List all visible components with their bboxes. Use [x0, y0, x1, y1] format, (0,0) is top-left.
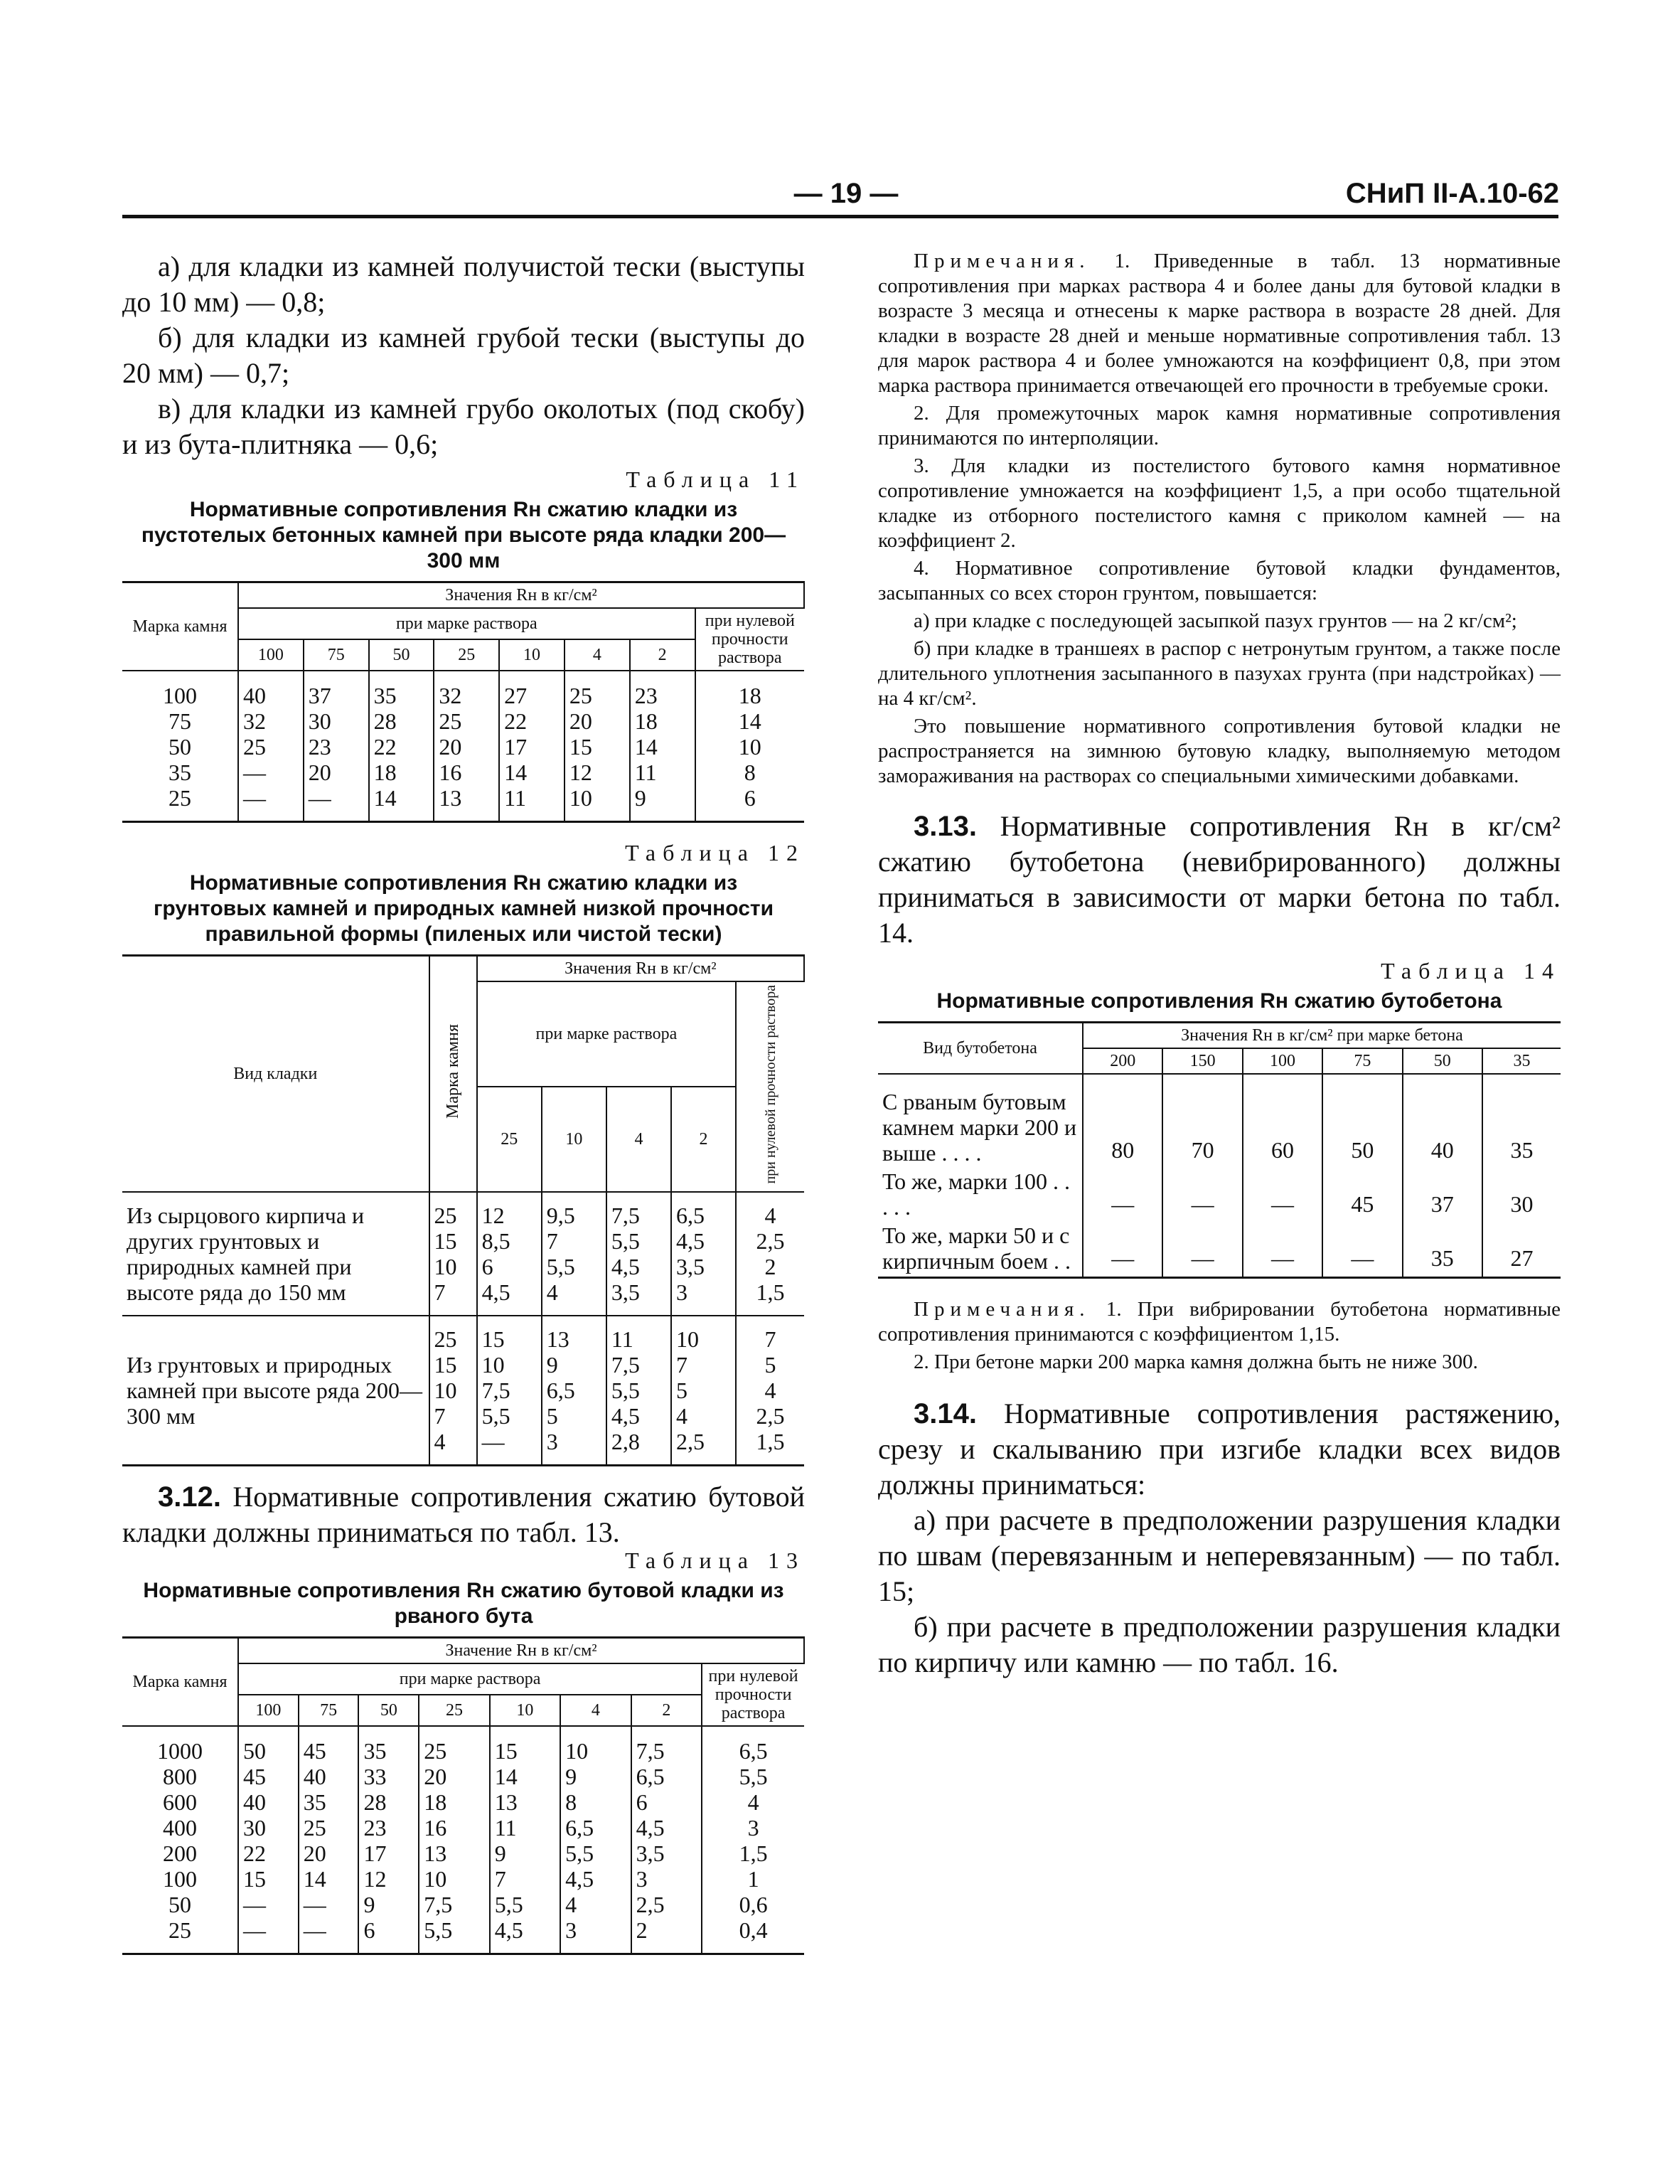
table-row — [122, 1789, 804, 1815]
value-cell: 6,5 — [560, 1815, 631, 1841]
value-cell: 14 — [299, 1866, 359, 1892]
table11-grade: 100 — [238, 639, 304, 671]
value-cell: 4,5 — [631, 1815, 702, 1841]
value-cell: 6 — [631, 1789, 702, 1815]
notes13-4c: Это повышение нормативного сопротивления бутовой кладки не распространяется на зимнюю бутовую кладку, выполняемую методом замораживания на растворах со специальными химическими добавками. — [878, 715, 1561, 787]
table12-cell: 7 5 4 2,5 1,5 — [736, 1316, 804, 1466]
table11-grade: 25 — [434, 639, 499, 671]
table12-cell: 25 15 10 7 — [429, 1192, 477, 1316]
para-3-12 — [122, 1479, 805, 1550]
value-cell: 14 — [490, 1764, 560, 1789]
table-row — [122, 785, 804, 822]
value-cell: 60 — [1243, 1074, 1322, 1168]
value-cell: 3 — [631, 1866, 702, 1892]
table-row — [122, 671, 804, 708]
value-cell: 3 — [702, 1815, 804, 1841]
value-cell: 7,5 — [419, 1892, 489, 1917]
value-cell: 27 — [499, 671, 565, 708]
value-cell: 13 — [434, 785, 499, 822]
right-column — [878, 249, 1561, 1680]
value-cell: — — [1162, 1168, 1242, 1222]
mark-cell: 600 — [163, 1789, 197, 1815]
table14 — [878, 1021, 1561, 1279]
table-row — [122, 1841, 804, 1866]
table-row — [122, 708, 804, 734]
value-cell: 35 — [1403, 1222, 1482, 1278]
para-3-12-text: Нормативные сопротивления сжатию бутовой кладки должны приниматься по табл. 13. — [122, 1480, 805, 1548]
para-3-14-text: Нормативные сопротивления растяжению, срезу и скалыванию при изгибе кладки всех видов должны приниматься: — [878, 1397, 1561, 1501]
value-cell: 4 — [560, 1892, 631, 1917]
table-row — [878, 1222, 1561, 1278]
table12-cell: 10 7 5 4 2,5 — [671, 1316, 736, 1466]
mark-cell: 1000 — [157, 1737, 203, 1764]
table13-header-values: Значение Rн в кг/см² — [238, 1637, 804, 1663]
table14-header-values: Значения Rн в кг/см² при марке бетона — [1083, 1023, 1561, 1049]
table11-header-mark: Марка камня — [122, 582, 238, 671]
value-cell: — — [304, 785, 369, 822]
value-cell: 4 — [702, 1789, 804, 1815]
value-cell: 6 — [695, 785, 804, 822]
table12-group-row — [122, 1316, 804, 1466]
header-rule — [122, 215, 1558, 218]
value-cell: 10 — [560, 1726, 631, 1764]
table13-grade: 2 — [631, 1695, 702, 1726]
value-cell: 1,5 — [702, 1841, 804, 1866]
value-cell: 32 — [434, 671, 499, 708]
table13-grade: 50 — [358, 1695, 419, 1726]
value-cell: 45 — [1322, 1168, 1402, 1222]
table12-grade: 2 — [671, 1087, 736, 1192]
notes13-4: 4. Нормативное сопротивление бутовой кладки фундаментов, засыпанных со всех сторон грунтом, повышается: — [878, 557, 1561, 604]
value-cell: 23 — [358, 1815, 419, 1841]
value-cell: 20 — [419, 1764, 489, 1789]
value-cell: 5,5 — [702, 1764, 804, 1789]
mark-cell: 50 — [168, 734, 191, 760]
kind-cell: То же, марки 50 и с кирпичным боем . . — [882, 1222, 1071, 1274]
value-cell: 15 — [490, 1726, 560, 1764]
table12-cell: 12 8,5 6 4,5 — [477, 1192, 542, 1316]
value-cell: — — [238, 1892, 299, 1917]
value-cell: 80 — [1083, 1074, 1162, 1168]
value-cell: 50 — [238, 1726, 299, 1764]
value-cell: 15 — [565, 734, 630, 760]
value-cell: — — [1083, 1168, 1162, 1222]
table11 — [122, 581, 805, 823]
value-cell: — — [1162, 1222, 1242, 1278]
table11-grade: 10 — [499, 639, 565, 671]
value-cell: — — [238, 785, 304, 822]
value-cell: 0,4 — [702, 1917, 804, 1954]
table11-label: Таблица 11 — [626, 467, 805, 492]
value-cell: 40 — [1403, 1074, 1482, 1168]
value-cell: 20 — [565, 708, 630, 734]
notes13-lead: Примечания. — [914, 250, 1091, 272]
value-cell: 27 — [1482, 1222, 1561, 1278]
value-cell: 22 — [499, 708, 565, 734]
value-cell: — — [238, 1917, 299, 1954]
table-row — [122, 1764, 804, 1789]
mark-cell: 35 — [168, 760, 191, 785]
table12-cell: 7,5 5,5 4,5 3,5 — [606, 1192, 671, 1316]
value-cell: 4,5 — [490, 1917, 560, 1954]
item-c: в) для кладки из камней грубо околотых (под скобу) и из бута-плитняка — 0,6; — [122, 393, 805, 460]
table12-cell: 6,5 4,5 3,5 3 — [671, 1192, 736, 1316]
value-cell: 30 — [304, 708, 369, 734]
table12-header-mark-text: Марка камня — [444, 1024, 463, 1119]
value-cell: 7,5 — [631, 1726, 702, 1764]
value-cell: 4,5 — [560, 1866, 631, 1892]
value-cell: 20 — [304, 760, 369, 785]
table12-kind: Из грунтовых и природных камней при высоте ряда 200—300 мм — [122, 1316, 429, 1466]
value-cell: 11 — [630, 760, 695, 785]
table13-grade: 10 — [490, 1695, 560, 1726]
value-cell: 17 — [499, 734, 565, 760]
value-cell: 2,5 — [631, 1892, 702, 1917]
value-cell: 7 — [490, 1866, 560, 1892]
value-cell: 20 — [434, 734, 499, 760]
value-cell: 17 — [358, 1841, 419, 1866]
value-cell: 9 — [560, 1764, 631, 1789]
left-column — [122, 249, 805, 1955]
document-code: СНиП II-А.10-62 — [1345, 178, 1559, 209]
table14-caption: Нормативные сопротивления Rн сжатию бутобетона — [936, 989, 1502, 1013]
value-cell: 11 — [490, 1815, 560, 1841]
table13-header-zero: при нулевой прочности раствора — [702, 1663, 804, 1726]
notes13-1-text: 1. Приведенные в табл. 13 нормативные сопротивления при марках раствора 4 и более даны для бутовой кладки в возрасте 3 месяца и отнесены к марке раствора в возрасте 28 дней. Для кладки в возрасте 28 дней и меньше нормативные сопротивления табл. 13 для марок раствора 4 и более умножаются на коэффициент 0,8, при этом марка раствора принимается отвечающей его прочности в требуемые сроки. — [878, 250, 1561, 397]
value-cell: 11 — [499, 785, 565, 822]
value-cell: 6,5 — [702, 1726, 804, 1764]
value-cell: 30 — [238, 1815, 299, 1841]
mark-cell: 800 — [163, 1763, 197, 1789]
table14-grade: 75 — [1322, 1048, 1402, 1074]
value-cell: 50 — [1322, 1074, 1402, 1168]
table-row — [122, 734, 804, 760]
value-cell: — — [299, 1917, 359, 1954]
table13-caption: Нормативные сопротивления Rн сжатию бутовой кладки из рваного бута — [143, 1578, 784, 1628]
table14-label: Таблица 14 — [1381, 958, 1561, 984]
table13-header-mark: Марка камня — [122, 1637, 238, 1726]
para-3-14-a: а) при расчете в предположении разрушения кладки по швам (перевязанным и неперевязанным) — по табл. 15; — [878, 1504, 1561, 1607]
notes14-1-text: 1. При вибрировании бутобетона нормативные сопротивления принимаются с коэффициентом 1,15. — [878, 1298, 1561, 1346]
table13-body — [122, 1726, 804, 1954]
mark-cell: 25 — [168, 785, 191, 811]
value-cell: 18 — [419, 1789, 489, 1815]
notes13-3: 3. Для кладки из постелистого бутового камня нормативное сопротивление умножается на коэффициент 1,5, а при особо тщательной кладке из отборного постелистого камня с приколом камней — на коэффициент 2. — [878, 454, 1561, 552]
table12-caption: Нормативные сопротивления Rн сжатию кладки из грунтовых камней и природных камней низкой прочности правильной формы (пиленых или чистой тески) — [153, 871, 774, 946]
mark-cell: 400 — [163, 1814, 197, 1841]
table-row — [122, 1726, 804, 1764]
value-cell: 40 — [238, 671, 304, 708]
value-cell: 5,5 — [490, 1892, 560, 1917]
table11-grade: 4 — [565, 639, 630, 671]
value-cell: 23 — [630, 671, 695, 708]
table12-header-grade: при марке раствора — [477, 981, 736, 1087]
table-row — [122, 760, 804, 785]
value-cell: 25 — [565, 671, 630, 708]
table14-grade: 100 — [1243, 1048, 1322, 1074]
para-3-13 — [878, 809, 1561, 951]
mark-cell: 25 — [168, 1917, 191, 1943]
table13-grade: 100 — [238, 1695, 299, 1726]
table13 — [122, 1636, 805, 1955]
table11-caption: Нормативные сопротивления Rн сжатию кладки из пустотелых бетонных камней при высоте ряда кладки 200—300 мм — [141, 498, 786, 572]
table12-group-row — [122, 1192, 804, 1316]
value-cell: 14 — [369, 785, 434, 822]
table12-cell: 25 15 10 7 4 — [429, 1316, 477, 1466]
table14-grade: 50 — [1403, 1048, 1482, 1074]
table12-cell: 9,5 7 5,5 4 — [542, 1192, 606, 1316]
mark-cell: 50 — [168, 1891, 191, 1917]
table13-grade: 25 — [419, 1695, 489, 1726]
value-cell: 8 — [560, 1789, 631, 1815]
value-cell: 37 — [304, 671, 369, 708]
value-cell: 8 — [695, 760, 804, 785]
value-cell: 12 — [358, 1866, 419, 1892]
table12-kind: Из сырцового кирпича и других грунтовых и природных камней при высоте ряда до 150 мм — [127, 1202, 365, 1305]
value-cell: 16 — [434, 760, 499, 785]
value-cell: 35 — [369, 671, 434, 708]
value-cell: 45 — [299, 1726, 359, 1764]
para-3-14-number: 3.14. — [914, 1398, 977, 1429]
table11-grade: 2 — [630, 639, 695, 671]
value-cell: 25 — [299, 1815, 359, 1841]
value-cell: 3,5 — [631, 1841, 702, 1866]
value-cell: 30 — [1482, 1168, 1561, 1222]
notes14-1 — [878, 1297, 1561, 1347]
value-cell: 45 — [238, 1764, 299, 1789]
value-cell: 1 — [702, 1866, 804, 1892]
table-row — [122, 1815, 804, 1841]
value-cell: 3 — [560, 1917, 631, 1954]
table14-body — [878, 1074, 1561, 1278]
table12 — [122, 954, 805, 1466]
notes14-2: 2. При бетоне марки 200 марка камня должна быть не ниже 300. — [914, 1351, 1478, 1373]
value-cell: 18 — [695, 671, 804, 708]
value-cell: 14 — [499, 760, 565, 785]
table12-cell: 13 9 6,5 5 3 — [542, 1316, 606, 1466]
table-row — [122, 1917, 804, 1954]
mark-cell: 100 — [163, 683, 197, 708]
value-cell: 40 — [299, 1764, 359, 1789]
para-3-14-b: б) при расчете в предположении разрушения кладки по кирпичу или камню — по табл. 16. — [878, 1611, 1561, 1678]
notes13-4a: а) при кладке с последующей засыпкой пазух грунтов — на 2 кг/см²; — [914, 609, 1517, 632]
table11-header-values: Значения Rн в кг/см² — [238, 582, 804, 609]
value-cell: 13 — [419, 1841, 489, 1866]
table11-body — [122, 671, 804, 822]
table12-cell: 4 2,5 2 1,5 — [736, 1192, 804, 1316]
value-cell: 22 — [238, 1841, 299, 1866]
table12-label: Таблица 12 — [625, 840, 805, 865]
kind-cell: То же, марки 100 . . . . . — [882, 1168, 1070, 1220]
value-cell: — — [1243, 1168, 1322, 1222]
table12-header-kind: Вид кладки — [122, 956, 429, 1192]
table-row — [122, 1866, 804, 1892]
table13-header-grade: при марке раствора — [238, 1663, 702, 1695]
table11-grade: 50 — [369, 639, 434, 671]
table11-grade: 75 — [304, 639, 369, 671]
item-a: а) для кладки из камней получистой тески (выступы до 10 мм) — 0,8; — [122, 250, 805, 318]
value-cell: 14 — [695, 708, 804, 734]
table11-header-grade: при марке раствора — [238, 608, 695, 639]
table12-header-zero — [736, 981, 804, 1192]
value-cell: 33 — [358, 1764, 419, 1789]
para-3-13-text: Нормативные сопротивления Rн в кг/см² сжатию бутобетона (невибрированного) должны приниматься в зависимости от марки бетона по табл. 14. — [878, 810, 1561, 949]
value-cell: 6 — [358, 1917, 419, 1954]
value-cell: 35 — [358, 1726, 419, 1764]
notes13-1 — [878, 249, 1561, 398]
value-cell: — — [299, 1892, 359, 1917]
value-cell: 0,6 — [702, 1892, 804, 1917]
value-cell: 12 — [565, 760, 630, 785]
table13-grade: 75 — [299, 1695, 359, 1726]
value-cell: 18 — [630, 708, 695, 734]
table14-grade: 200 — [1083, 1048, 1162, 1074]
table12-header-zero-text: при нулевой прочности раствора — [762, 985, 779, 1184]
value-cell: 32 — [238, 708, 304, 734]
value-cell: 70 — [1162, 1074, 1242, 1168]
value-cell: — — [1322, 1222, 1402, 1278]
value-cell: 9 — [630, 785, 695, 822]
notes14-lead: Примечания. — [914, 1298, 1091, 1321]
value-cell: 9 — [490, 1841, 560, 1866]
table13-label: Таблица 13 — [625, 1547, 805, 1573]
value-cell: 25 — [238, 734, 304, 760]
mark-cell: 200 — [163, 1840, 197, 1866]
value-cell: 16 — [419, 1815, 489, 1841]
page-number: — 19 — — [793, 178, 899, 209]
value-cell: 37 — [1403, 1168, 1482, 1222]
kind-cell: С рваным бутовым камнем марки 200 и выше . . . . — [882, 1089, 1077, 1166]
notes13-4b: б) при кладке в траншеях в распор с нетронутым грунтом, а также после длительного уплотнения засыпанного в пазухах грунта (при надстройках) — на 4 кг/см². — [878, 637, 1561, 710]
value-cell: 5,5 — [560, 1841, 631, 1866]
value-cell: — — [1083, 1222, 1162, 1278]
table12-header-mark — [429, 956, 477, 1192]
para-3-13-number: 3.13. — [914, 811, 977, 842]
value-cell: 25 — [434, 708, 499, 734]
value-cell: 25 — [419, 1726, 489, 1764]
table-row — [878, 1168, 1561, 1222]
value-cell: 23 — [304, 734, 369, 760]
value-cell: — — [1243, 1222, 1322, 1278]
value-cell: 13 — [490, 1789, 560, 1815]
table12-grade: 25 — [477, 1087, 542, 1192]
value-cell: — — [238, 760, 304, 785]
value-cell: 20 — [299, 1841, 359, 1866]
value-cell: 28 — [358, 1789, 419, 1815]
value-cell: 6,5 — [631, 1764, 702, 1789]
table12-cell: 15 10 7,5 5,5 — — [477, 1316, 542, 1466]
value-cell: 9 — [358, 1892, 419, 1917]
mark-cell: 75 — [168, 708, 191, 734]
value-cell: 28 — [369, 708, 434, 734]
value-cell: 10 — [419, 1866, 489, 1892]
table14-header-kind: Вид бутобетона — [878, 1023, 1083, 1075]
table14-grade: 150 — [1162, 1048, 1242, 1074]
value-cell: 10 — [695, 734, 804, 760]
value-cell: 22 — [369, 734, 434, 760]
table12-header-values: Значения Rн в кг/см² — [477, 956, 804, 982]
table12-grade: 4 — [606, 1087, 671, 1192]
table14-grade: 35 — [1482, 1048, 1561, 1074]
para-3-14 — [878, 1396, 1561, 1503]
table-row — [122, 1892, 804, 1917]
mark-cell: 100 — [163, 1865, 197, 1892]
table11-header-zero: при нулевой прочности раствора — [695, 608, 804, 671]
value-cell: 18 — [369, 760, 434, 785]
value-cell: 5,5 — [419, 1917, 489, 1954]
table-row — [878, 1074, 1561, 1168]
para-3-12-number: 3.12. — [158, 1481, 221, 1513]
value-cell: 14 — [630, 734, 695, 760]
value-cell: 15 — [238, 1866, 299, 1892]
notes13-2: 2. Для промежуточных марок камня нормативные сопротивления принимаются по интерполяции. — [878, 402, 1561, 449]
table12-grade: 10 — [542, 1087, 606, 1192]
value-cell: 35 — [1482, 1074, 1561, 1168]
value-cell: 2 — [631, 1917, 702, 1954]
value-cell: 40 — [238, 1789, 299, 1815]
table12-cell: 11 7,5 5,5 4,5 2,8 — [606, 1316, 671, 1466]
table13-grade: 4 — [560, 1695, 631, 1726]
value-cell: 10 — [565, 785, 630, 822]
item-b: б) для кладки из камней грубой тески (выступы до 20 мм) — 0,7; — [122, 321, 805, 389]
value-cell: 35 — [299, 1789, 359, 1815]
